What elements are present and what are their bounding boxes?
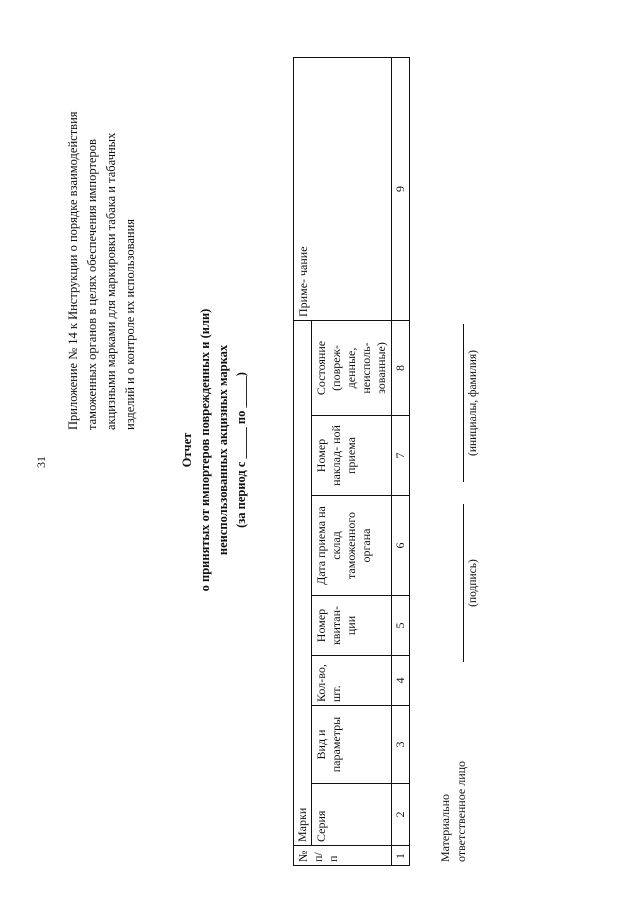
- column-number: 6: [392, 496, 410, 596]
- col-header-type: Вид и параметры: [312, 706, 392, 784]
- column-number: 8: [392, 320, 410, 415]
- report-subtitle: неиспользованных акцизных марках: [216, 344, 230, 556]
- column-number: 4: [392, 656, 410, 706]
- column-number: 9: [392, 57, 410, 320]
- report-header: [178, 0, 250, 900]
- report-period: (за период с _____ по _____): [234, 372, 248, 528]
- column-number-row: [392, 57, 410, 865]
- responsible-line: Материально: [438, 794, 452, 862]
- report-title: Отчет: [180, 432, 194, 468]
- header-row-group: [294, 57, 312, 865]
- signature-caption: (подпись): [467, 559, 479, 607]
- name-caption: (инициалы, фамилия): [467, 349, 479, 457]
- col-header-series: Серия: [312, 784, 392, 846]
- responsible-line: ответственное лицо: [454, 760, 468, 862]
- name-line: [463, 324, 464, 482]
- column-number: 5: [392, 596, 410, 656]
- responsible-person-label: [437, 761, 469, 862]
- column-number: 7: [392, 416, 410, 496]
- appendix-line: изделий и о контроле их использования: [123, 218, 137, 430]
- col-header-note: Приме- чание: [294, 57, 392, 320]
- col-header-quantity: Кол-во, шт.: [312, 656, 392, 706]
- signature-line: [463, 504, 464, 662]
- column-number: 2: [392, 784, 410, 846]
- appendix-line: таможенных органов в целях обеспечения импортеров: [85, 139, 99, 430]
- col-header-index: № п/п: [294, 846, 392, 866]
- appendix-note: [64, 35, 140, 430]
- col-header-receipt-number: Номер квитан- ции: [312, 596, 392, 656]
- report-table-wrap: [293, 57, 410, 866]
- page-number: 31: [34, 456, 48, 468]
- group-header-marks: Марки: [294, 320, 312, 845]
- report-subtitle: о принятых от импортеров поврежденных и (или): [198, 308, 212, 592]
- report-table: [293, 57, 410, 866]
- column-number: 3: [392, 706, 410, 784]
- appendix-line: Приложение № 14 к Инструкции о порядке взаимодействия: [66, 111, 80, 430]
- col-header-state: Состояние (повреж- денные, неисполь- зованные): [312, 320, 392, 415]
- col-header-waybill-number: Номер наклад- ной приема: [312, 416, 392, 496]
- col-header-acceptance-date: Дата приема на склад таможенного органа: [312, 496, 392, 596]
- appendix-line: акцизными марками для маркировки табака и табачных: [104, 132, 118, 430]
- column-number: 1: [392, 846, 410, 866]
